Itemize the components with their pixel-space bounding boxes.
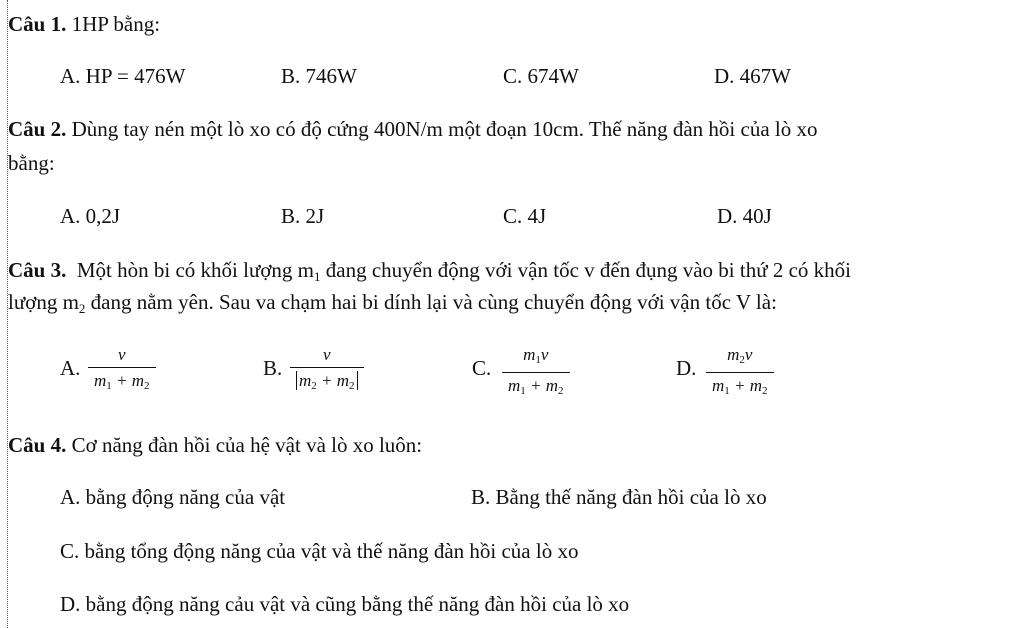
q3-option-c-fraction <box>502 345 570 401</box>
numerator: $m_2v$ <box>727 345 753 366</box>
q4-option-a: A. bằng động năng của vật <box>60 485 286 509</box>
q3-option-d-fraction <box>706 345 774 401</box>
question-1 <box>8 12 160 36</box>
question-1-label: Câu 1. <box>8 12 67 36</box>
denominator: $m_2 + m_2$ <box>290 367 364 396</box>
question-4 <box>8 433 422 457</box>
q3-option-c-letter: C. <box>472 356 492 380</box>
q3-option-b-letter: B. <box>263 356 283 380</box>
question-1-text: 1HP bằng: <box>71 12 161 36</box>
numerator: v <box>322 345 331 364</box>
question-3-label: Câu 3. <box>8 258 67 282</box>
q2-option-b: B. 2J <box>281 204 325 228</box>
question-3-line1 <box>8 258 851 289</box>
question-3-text-c: lượng m <box>8 290 79 314</box>
q2-option-c: C. 4J <box>503 204 547 228</box>
numerator: v <box>117 345 126 364</box>
question-2-label: Câu 2. <box>8 117 67 141</box>
q1-option-d: D. 467W <box>714 64 791 88</box>
question-2-text-line2: bằng: <box>8 151 55 175</box>
question-4-text: Cơ năng đàn hồi của hệ vật và lò xo luôn: <box>71 433 423 457</box>
denominator: $m_1 + m_2$ <box>88 367 156 396</box>
q1-option-b: B. 746W <box>281 64 357 88</box>
q4-option-d: D. bằng động năng cảu vật và cũng bằng thế năng đàn hồi của lò xo <box>60 592 630 616</box>
q4-option-b: B. Bằng thế năng đàn hồi của lò xo <box>471 485 767 509</box>
q3-option-a-letter: A. <box>60 356 81 380</box>
question-4-label: Câu 4. <box>8 433 67 457</box>
question-2 <box>8 117 817 141</box>
numerator: $m_1v$ <box>523 345 549 366</box>
q1-option-a: A. HP = 476W <box>60 64 186 88</box>
question-3-line2 <box>8 290 777 321</box>
q1-option-c: C. 674W <box>503 64 579 88</box>
q4-option-c: C. bằng tổng động năng của vật và thế năng đàn hồi của lò xo <box>60 539 579 563</box>
q2-option-d: D. 40J <box>717 204 772 228</box>
subscript: 1 <box>314 269 321 284</box>
denominator: $m_1 + m_2$ <box>502 372 570 401</box>
question-3-text-d: đang nằm yên. Sau va chạm hai bi dính lại và cùng chuyển động với vận tốc V là: <box>85 290 777 314</box>
subscript: 2 <box>78 301 86 316</box>
q3-option-b-fraction <box>290 345 364 396</box>
question-3-text-b: đang chuyển động với vận tốc v đến đụng vào bi thứ 2 có khối <box>320 258 851 282</box>
denominator: $m_1 + m_2$ <box>706 372 774 401</box>
q3-option-d-letter: D. <box>676 356 697 380</box>
question-3-text-a: Một hòn bi có khối lượng m <box>76 258 315 282</box>
question-2-text-line1: Dùng tay nén một lò xo có độ cứng 400N/m một đoạn 10cm. Thế năng đàn hồi của lò xo <box>71 117 818 141</box>
q2-option-a: A. 0,2J <box>60 204 121 228</box>
q3-option-a-fraction <box>88 345 156 396</box>
